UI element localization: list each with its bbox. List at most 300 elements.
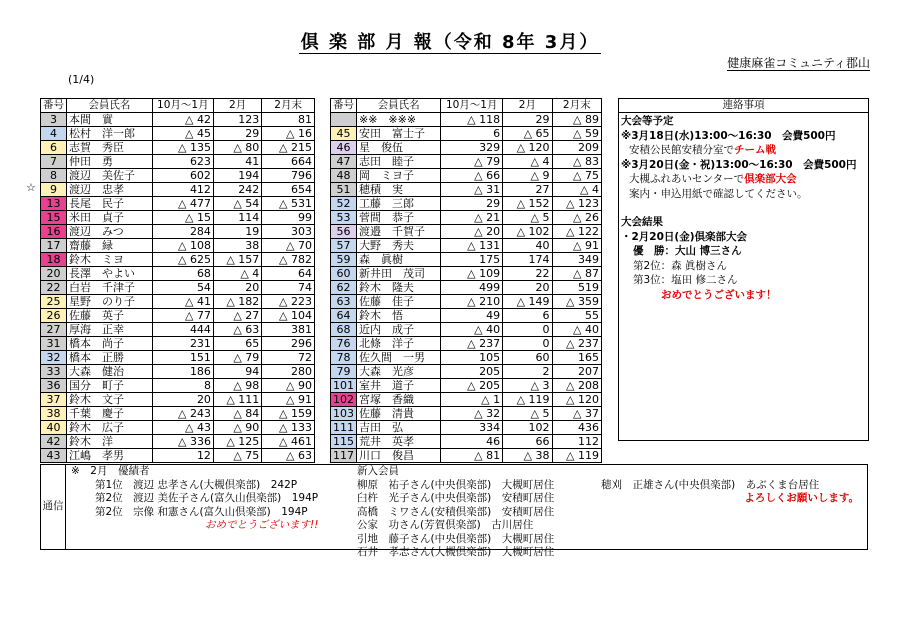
new-member-extra: 穂刈 正雄さん(中央倶楽部) あぶくま台居住 [601,478,820,491]
member-number: 25 [41,295,67,309]
results-title: 大会結果 [621,216,663,228]
score-feb: 174 [503,253,552,267]
member-name: 国分 町子 [67,379,153,393]
table-row [41,211,315,225]
table-row [41,169,315,183]
score-oct-jan: △ 41 [152,295,213,309]
header-name: 会員氏名 [67,99,153,113]
member-number: 15 [41,211,67,225]
score-feb: 29 [213,127,261,141]
score-feb: 194 [213,169,261,183]
score-feb: 22 [503,267,552,281]
score-feb: △ 38 [503,449,552,463]
score-feb-end: △ 90 [262,379,315,393]
table-row [41,155,315,169]
member-number: 40 [41,421,67,435]
score-feb: 2 [503,365,552,379]
score-feb: △ 65 [503,127,552,141]
table-row [331,253,602,267]
member-number: 53 [331,211,357,225]
member-name: ※※ ※※※ [357,113,441,127]
member-number: 48 [331,169,357,183]
member-name: 橋本 正勝 [67,351,153,365]
score-feb: 123 [213,113,261,127]
score-oct-jan: △ 31 [441,183,503,197]
score-oct-jan: △ 15 [152,211,213,225]
award-first: 第1位 渡辺 忠孝さん(大槻倶楽部) 242P [95,478,298,491]
events-title: 大会等予定 [621,115,674,127]
score-feb-end: △ 91 [552,239,601,253]
award-second-a: 第2位 渡辺 美佐子さん(富久山倶楽部) 194P [95,492,319,504]
table-row [41,379,315,393]
score-feb-end: 99 [262,211,315,225]
score-feb-end: 74 [262,281,315,295]
member-name: 佐久間 一男 [357,351,441,365]
header-feb: 2月 [213,99,261,113]
member-number: 46 [331,141,357,155]
score-feb: 19 [213,225,261,239]
member-number: 64 [331,309,357,323]
score-oct-jan: △ 43 [152,421,213,435]
score-oct-jan: 499 [441,281,503,295]
score-feb-end: △ 89 [552,113,601,127]
score-feb-end: △ 63 [262,449,315,463]
table-row [41,449,315,463]
score-feb: 0 [503,337,552,351]
score-feb: 6 [503,309,552,323]
score-feb-end: △ 223 [262,295,315,309]
score-feb-end: △ 91 [262,393,315,407]
score-feb-end: 55 [552,309,601,323]
score-oct-jan: 20 [152,393,213,407]
score-oct-jan: 623 [152,155,213,169]
score-feb-end: 796 [262,169,315,183]
member-name: 安田 富士子 [357,127,441,141]
member-number: 103 [331,407,357,421]
member-name: 鈴木 ミヨ [67,253,153,267]
member-name: 川口 俊昌 [357,449,441,463]
member-number: 68 [331,323,357,337]
member-number: 102 [331,393,357,407]
table-row [331,225,602,239]
header-feb-end: 2月末 [552,99,601,113]
table-row [331,393,602,407]
score-feb-end: △ 123 [552,197,601,211]
score-oct-jan: 602 [152,169,213,183]
member-name: 佐藤 英子 [67,309,153,323]
score-feb-end: △ 40 [552,323,601,337]
score-oct-jan: 151 [152,351,213,365]
event1-date: ※3月18日(水)13:00～16:30 会費500円 [621,129,836,142]
table-row [41,337,315,351]
score-oct-jan: 412 [152,183,213,197]
member-number: 26 [41,309,67,323]
member-number: 18 [41,253,67,267]
member-number: 79 [331,365,357,379]
star-icon: ☆ [26,181,36,194]
member-number: 7 [41,155,67,169]
score-feb-end: △ 4 [552,183,601,197]
member-number: 51 [331,183,357,197]
member-name: 室井 道子 [357,379,441,393]
score-feb: 20 [503,281,552,295]
member-name: 大野 秀夫 [357,239,441,253]
table-row [41,267,315,281]
bulletin-box [40,464,868,558]
score-oct-jan: △ 66 [441,169,503,183]
score-feb: △ 5 [503,211,552,225]
winner: 優 勝：大山 博三さん [633,245,742,257]
score-oct-jan: 54 [152,281,213,295]
score-feb: △ 84 [213,407,261,421]
member-name: 佐藤 佳子 [357,295,441,309]
score-feb: △ 90 [213,421,261,435]
event2-date: ※3月20日(金・祝)13:00～16:30 会費500円 [621,158,857,171]
member-number: 60 [331,267,357,281]
score-feb: △ 152 [503,197,552,211]
score-feb-end: △ 26 [552,211,601,225]
bulletin-label: 通信 [41,465,66,549]
header-name: 会員氏名 [357,99,441,113]
results-event: ・2月20日(金)倶楽部大会 [621,230,748,243]
table-row [331,127,602,141]
header-oct-jan: 10月～1月 [152,99,213,113]
score-feb-end: 436 [552,421,601,435]
score-oct-jan: 444 [152,323,213,337]
score-feb: △ 3 [503,379,552,393]
table-header-row [331,99,602,113]
score-feb: △ 75 [213,449,261,463]
member-name: 宮塚 香織 [357,393,441,407]
score-feb: 40 [503,239,552,253]
member-number: 22 [41,281,67,295]
event2-note: 案内・申込用紙で確認してください。 [629,187,808,200]
score-feb-end: 303 [262,225,315,239]
member-number: 52 [331,197,357,211]
member-name: 橋本 尚子 [67,337,153,351]
table-row [331,337,602,351]
member-number: 13 [41,197,67,211]
score-feb-end: △ 119 [552,449,601,463]
score-oct-jan: △ 336 [152,435,213,449]
member-name: 渡辺 忠孝 [67,183,153,197]
score-oct-jan: △ 45 [152,127,213,141]
table-row [331,141,602,155]
header-feb: 2月 [503,99,552,113]
table-row [331,351,602,365]
table-row [41,281,315,295]
score-oct-jan: △ 625 [152,253,213,267]
score-feb-end: △ 37 [552,407,601,421]
table-row [331,183,602,197]
member-name: 長澤 やよい [67,267,153,281]
member-name: 岡 ミヨ子 [357,169,441,183]
score-feb-end: △ 104 [262,309,315,323]
score-oct-jan: 6 [441,127,503,141]
score-oct-jan: △ 40 [441,323,503,337]
member-name: 菅間 恭子 [357,211,441,225]
score-feb: 29 [503,113,552,127]
member-number: 56 [331,225,357,239]
table-row [41,183,315,197]
member-name: 志賀 秀臣 [67,141,153,155]
new-members-title: 新入会員 [357,465,399,477]
member-number: 42 [41,435,67,449]
score-feb-end: 64 [262,267,315,281]
score-feb-end: 664 [262,155,315,169]
new-member-4: 公家 功さん(芳賀倶楽部) 古川居住 [357,519,534,531]
table-row [41,253,315,267]
table-row [331,281,602,295]
score-feb: △ 119 [503,393,552,407]
member-number: 9 [41,183,67,197]
table-row [331,379,602,393]
member-number: 32 [41,351,67,365]
member-number: 76 [331,337,357,351]
score-feb-end: 381 [262,323,315,337]
member-name: 仲田 勇 [67,155,153,169]
score-feb-end: △ 59 [552,127,601,141]
score-feb-end: △ 87 [552,267,601,281]
table-row [41,435,315,449]
score-oct-jan: 329 [441,141,503,155]
member-number: 16 [41,225,67,239]
member-table-right [330,98,602,463]
member-number: 63 [331,295,357,309]
member-number: 57 [331,239,357,253]
member-number: 62 [331,281,357,295]
table-row [41,323,315,337]
score-feb: 66 [503,435,552,449]
table-row [41,113,315,127]
member-number: 27 [41,323,67,337]
member-name: 鈴木 洋 [67,435,153,449]
score-feb-end: 654 [262,183,315,197]
notice-box [618,98,869,441]
score-feb: △ 111 [213,393,261,407]
award-second-b: 第2位 宗像 和憲さん(富久山倶楽部) 194P [95,505,308,518]
score-feb: 38 [213,239,261,253]
member-number: 117 [331,449,357,463]
third-place: 第3位：塩田 修二さん [633,274,738,286]
table-row [331,309,602,323]
new-member-1: 柳原 祐子さん(中央倶楽部) 大槻町居住 [357,478,555,491]
score-oct-jan: 8 [152,379,213,393]
member-table-left [40,98,315,463]
member-number: 43 [41,449,67,463]
score-feb: △ 54 [213,197,261,211]
header-no: 番号 [331,99,357,113]
award-congrats: おめでとうございます!! [205,519,319,531]
score-oct-jan: 205 [441,365,503,379]
member-name: 鈴木 文子 [67,393,153,407]
table-row [331,421,602,435]
score-feb-end: △ 122 [552,225,601,239]
table-row [331,155,602,169]
member-number: 78 [331,351,357,365]
score-feb-end: 165 [552,351,601,365]
score-feb-end: △ 359 [552,295,601,309]
table-row [331,211,602,225]
organization-name: 健康麻雀コミュニティ郡山 [727,56,870,70]
table-row [331,239,602,253]
table-row [41,365,315,379]
score-oct-jan: △ 79 [441,155,503,169]
event1-place: 安積公民館安積分室でチーム戦 [629,144,776,156]
member-name: 志田 睦子 [357,155,441,169]
second-place: 第2位：森 眞樹さん [633,259,728,272]
table-row [41,309,315,323]
member-name: 米田 貞子 [67,211,153,225]
event1-highlight: チーム戦 [734,144,776,156]
table-row [41,141,315,155]
member-number: 47 [331,155,357,169]
score-feb-end: △ 208 [552,379,601,393]
member-number: 4 [41,127,67,141]
score-feb-end: △ 215 [262,141,315,155]
notice-header: 連絡事項 [619,99,868,113]
new-member-6: 石井 孝志さん(大槻倶楽部) 大槻町居住 [357,546,555,558]
score-feb: △ 98 [213,379,261,393]
member-number: 17 [41,239,67,253]
score-feb: △ 80 [213,141,261,155]
score-feb: △ 4 [213,267,261,281]
member-name: 星野 のり子 [67,295,153,309]
table-row [41,393,315,407]
score-oct-jan: △ 21 [441,211,503,225]
member-number: 8 [41,169,67,183]
score-feb: 27 [503,183,552,197]
table-row [41,127,315,141]
table-row [331,449,602,463]
member-name: 鈴木 悟 [357,309,441,323]
score-oct-jan: △ 77 [152,309,213,323]
score-oct-jan: △ 42 [152,113,213,127]
new-member-2: 臼杵 光子さん(中央倶楽部) 安積町居住 [357,492,555,504]
score-oct-jan: △ 205 [441,379,503,393]
score-feb: △ 125 [213,435,261,449]
score-feb-end: 280 [262,365,315,379]
score-oct-jan: △ 135 [152,141,213,155]
member-number: 37 [41,393,67,407]
awards-title: ※ 2月 優績者 [71,465,150,477]
score-oct-jan: △ 1 [441,393,503,407]
header-oct-jan: 10月～1月 [441,99,503,113]
score-oct-jan: 29 [441,197,503,211]
member-number [331,113,357,127]
event2-highlight: 倶楽部大会 [744,173,797,185]
score-oct-jan: △ 237 [441,337,503,351]
table-row [41,351,315,365]
member-name: 渡邉 千賀子 [357,225,441,239]
score-feb-end: 209 [552,141,601,155]
table-row [331,197,602,211]
member-name: 大森 健治 [67,365,153,379]
score-oct-jan: △ 109 [441,267,503,281]
request-note: よろしくお願いします。 [744,492,859,504]
score-feb-end: △ 133 [262,421,315,435]
score-oct-jan: 231 [152,337,213,351]
table-header-row [41,99,315,113]
member-name: 新井田 茂司 [357,267,441,281]
member-number: 36 [41,379,67,393]
member-name: 長尾 民子 [67,197,153,211]
score-oct-jan: 105 [441,351,503,365]
table-row [41,239,315,253]
member-number: 115 [331,435,357,449]
score-feb-end: 207 [552,365,601,379]
score-oct-jan: △ 243 [152,407,213,421]
score-feb-end: △ 531 [262,197,315,211]
results-congrats: おめでとうございます！ [661,288,777,301]
score-feb: △ 120 [503,141,552,155]
member-name: 佐藤 清貴 [357,407,441,421]
table-row [331,365,602,379]
score-feb-end: △ 70 [262,239,315,253]
member-name: 齋藤 緑 [67,239,153,253]
member-name: 江嶋 孝男 [67,449,153,463]
member-number: 3 [41,113,67,127]
score-feb-end: △ 782 [262,253,315,267]
page-title: 倶 楽 部 月 報（令和 8年 3月） [300,32,600,53]
score-oct-jan: 284 [152,225,213,239]
member-number: 59 [331,253,357,267]
score-oct-jan: 49 [441,309,503,323]
member-number: 38 [41,407,67,421]
score-feb: 102 [503,421,552,435]
score-feb: △ 4 [503,155,552,169]
score-oct-jan: △ 118 [441,113,503,127]
score-feb: 20 [213,281,261,295]
score-feb: 41 [213,155,261,169]
score-feb: △ 9 [503,169,552,183]
header-feb-end: 2月末 [262,99,315,113]
score-oct-jan: 68 [152,267,213,281]
member-name: 荒井 英孝 [357,435,441,449]
member-number: 6 [41,141,67,155]
member-name: 工藤 三郎 [357,197,441,211]
table-row [331,169,602,183]
score-feb: △ 63 [213,323,261,337]
score-feb-end: △ 16 [262,127,315,141]
score-oct-jan: 12 [152,449,213,463]
new-member-3: 高橋 ミワさん(安積倶楽部) 安積町居住 [357,505,555,518]
table-row [331,407,602,421]
member-name: 鈴木 隆夫 [357,281,441,295]
member-name: 千葉 慶子 [67,407,153,421]
new-members-section [357,465,554,560]
score-feb-end: 81 [262,113,315,127]
score-oct-jan: 334 [441,421,503,435]
member-number: 31 [41,337,67,351]
member-name: 星 俊伍 [357,141,441,155]
header-no: 番号 [41,99,67,113]
score-oct-jan: △ 477 [152,197,213,211]
page-indicator: (1/4) [68,73,95,86]
score-feb: 114 [213,211,261,225]
score-oct-jan: △ 81 [441,449,503,463]
table-row [331,323,602,337]
member-number: 33 [41,365,67,379]
score-feb: △ 102 [503,225,552,239]
member-name: 穂積 実 [357,183,441,197]
score-oct-jan: 186 [152,365,213,379]
member-name: 吉田 弘 [357,421,441,435]
score-feb-end: △ 120 [552,393,601,407]
score-feb: 0 [503,323,552,337]
table-row [41,295,315,309]
table-row [331,267,602,281]
